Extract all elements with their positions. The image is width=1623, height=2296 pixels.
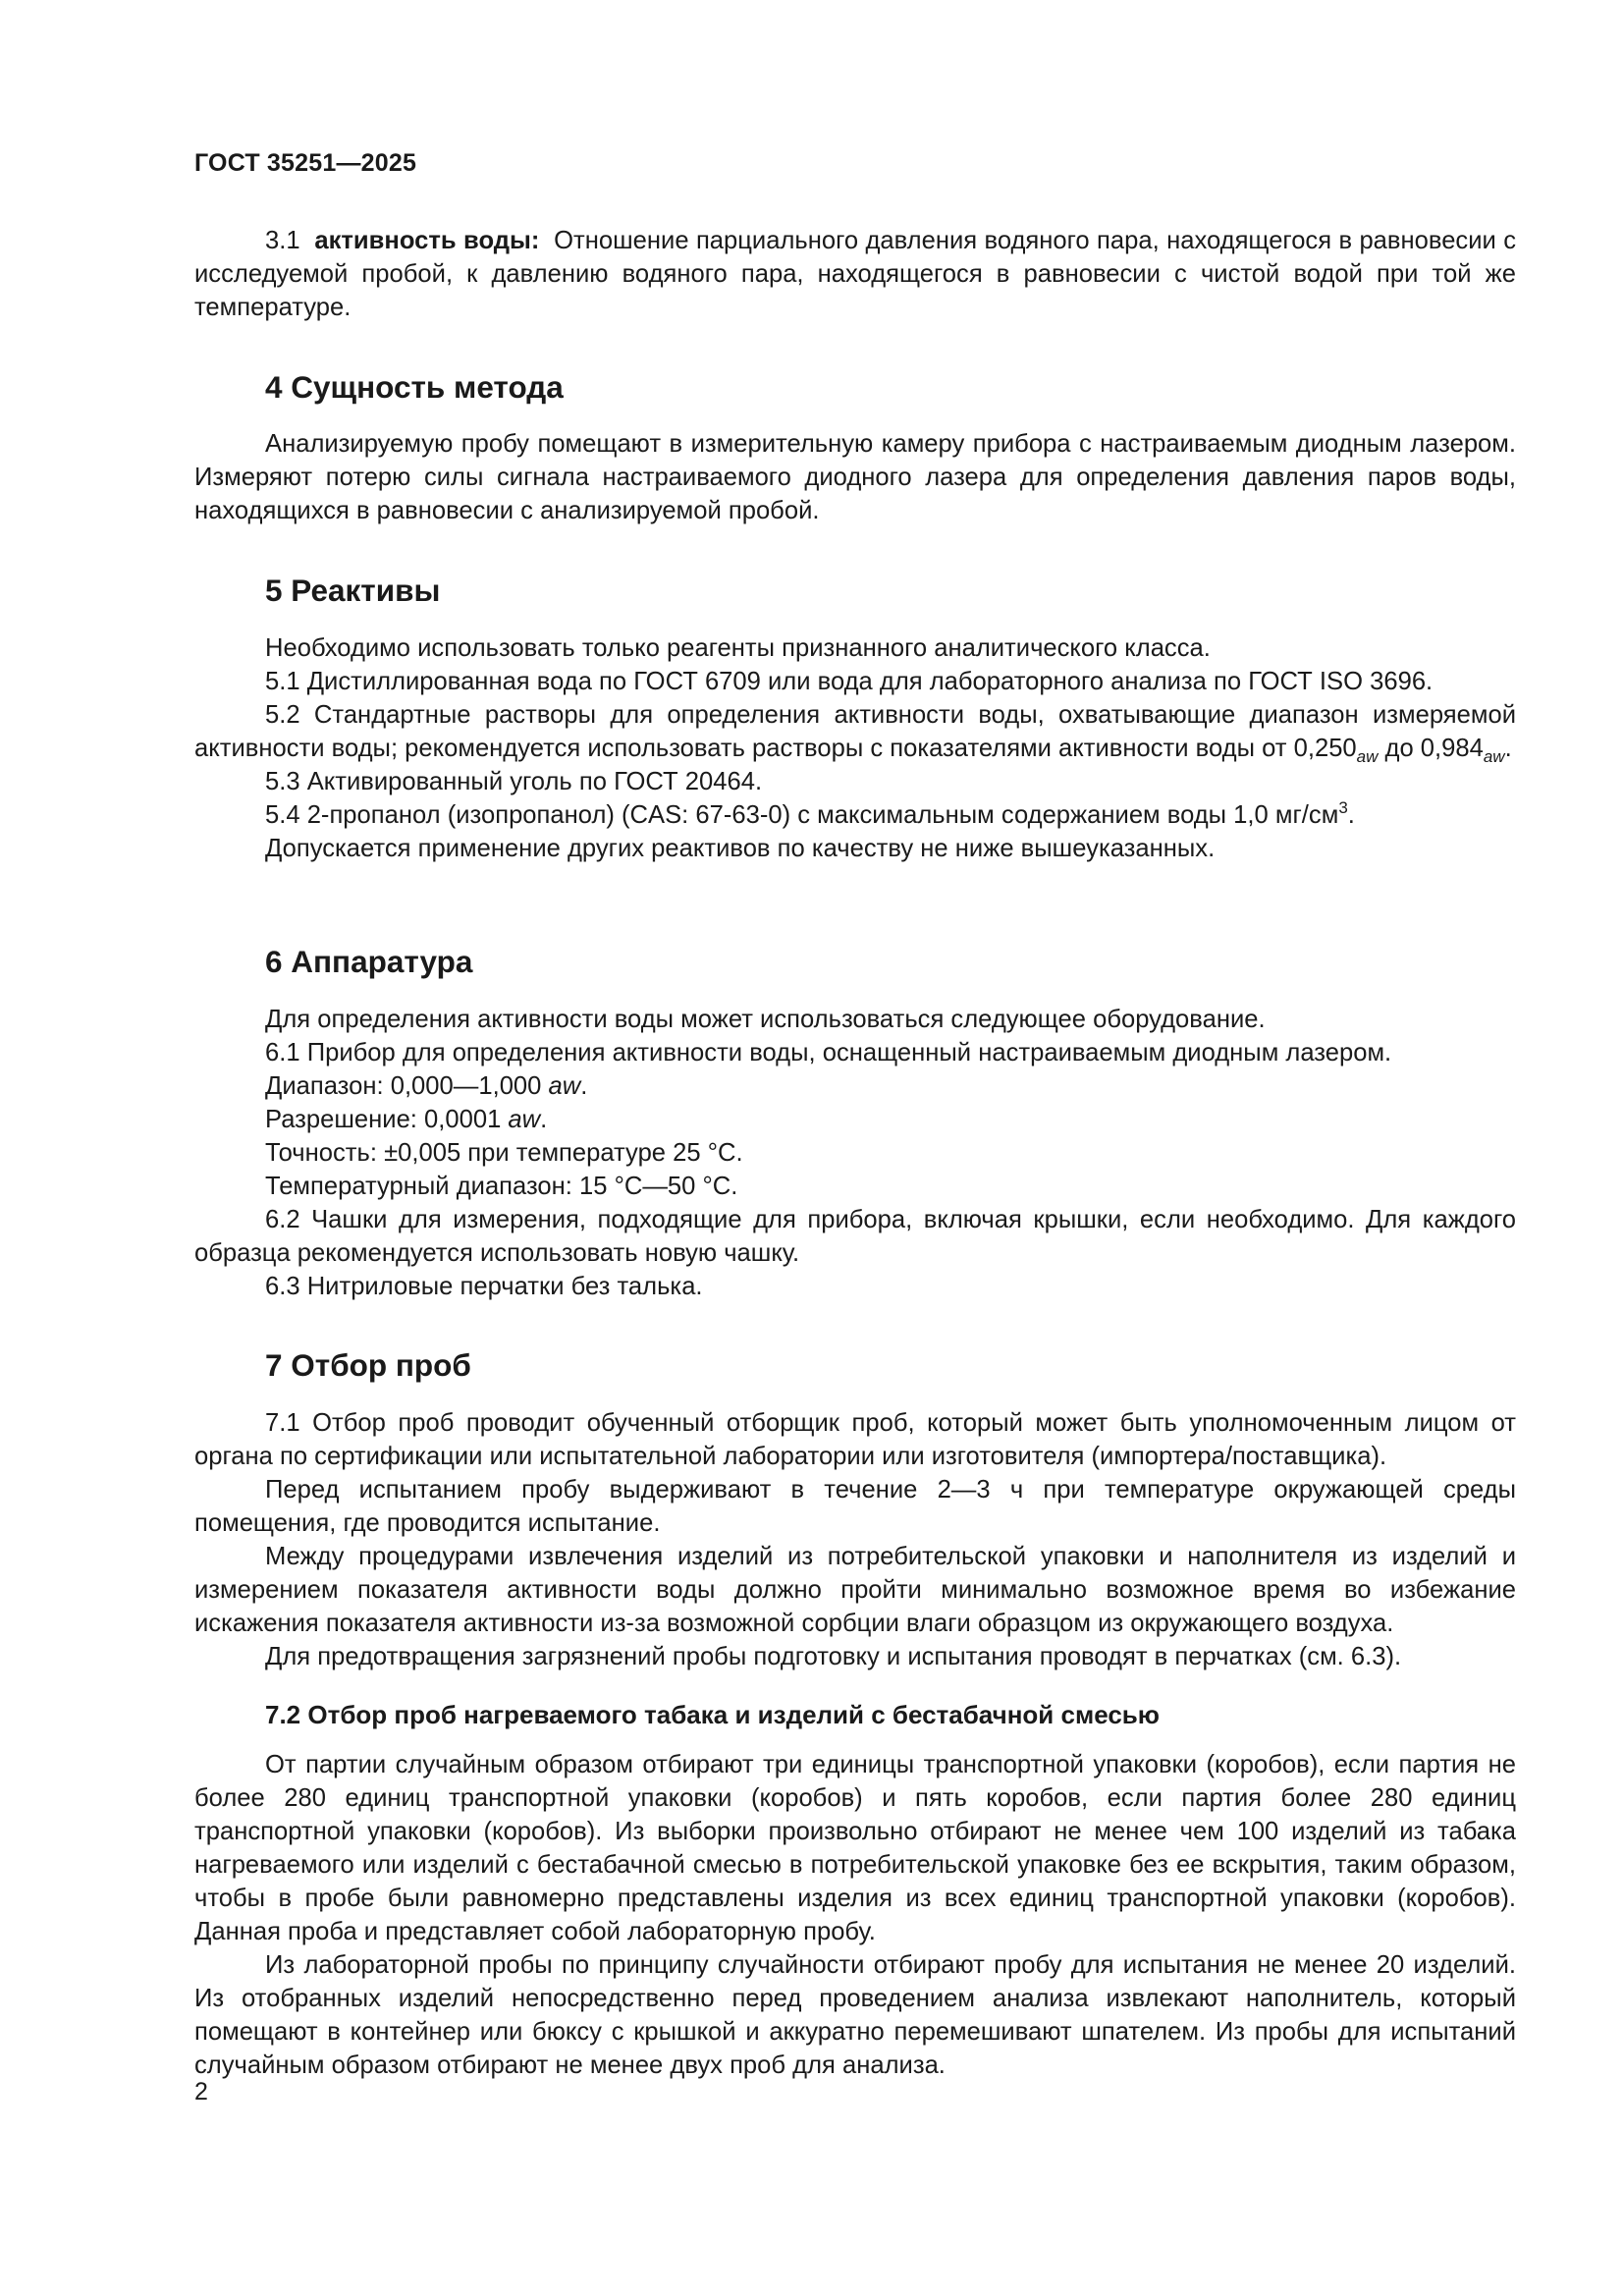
section-6-heading: 6 Аппаратура — [265, 944, 473, 979]
section-7-body — [194, 1406, 1516, 1673]
paragraph: Необходимо использовать только реагенты признанного аналитического класса. — [265, 634, 1211, 662]
spec-resolution: Разрешение: 0,0001 aw. — [265, 1106, 548, 1133]
spec-range: Диапазон: 0,000—1,000 aw. — [265, 1072, 588, 1100]
section-5-heading: 5 Реактивы — [265, 573, 441, 608]
spec-accuracy: Точность: ±0,005 при температуре 25 °C. — [265, 1139, 743, 1167]
item-6-3: 6.3 Нитриловые перчатки без талька. — [265, 1273, 703, 1300]
subsection-7-2-body — [194, 1748, 1516, 2082]
section-6-body — [194, 1003, 1516, 1303]
item-6-2: 6.2 Чашки для измерения, подходящие для прибора, включая крышки, если необходимо. Для каждого образца рекомендуется использовать новую чашку. — [194, 1206, 1516, 1267]
item-5-3: 5.3 Активированный уголь по ГОСТ 20464. — [265, 768, 763, 795]
paragraph: Между процедурами извлечения изделий из потребительской упаковки и наполнителя из изделий и измерением показателя активности воды должно пройти минимально возможное время во избежание искажения показателя активности из-за возможной сорбции влаги образцом из окружающего воздуха. — [194, 1543, 1516, 1637]
note: Допускается применение других реактивов по качеству не ниже вышеуказанных. — [265, 835, 1216, 862]
paragraph: Перед испытанием пробу выдерживают в течение 2—3 ч при температуре окружающей среды помещения, где проводится испытание. — [194, 1476, 1516, 1537]
definition-text: Отношение парциального давления водяного пара, находящегося в равновесии с исследуемой пробой, к давлению водяного пара, находящегося в равновесии с чистой водой при той же температуре. — [194, 227, 1516, 321]
paragraph: Анализируемую пробу помещают в измерительную камеру прибора с настраиваемым диодным лазером. Измеряют потерю силы сигнала настраиваемого диодного лазера для определения давления паров воды, находящихся в равновесии с анализируемой пробой. — [194, 430, 1516, 524]
defined-term: активность воды: — [314, 227, 540, 254]
section-4-body — [194, 427, 1516, 527]
paragraph: Из лабораторной пробы по принципу случайности отбирают пробу для испытания не менее 20 изделий. Из отобранных изделий непосредственно перед проведением анализа извлекают наполнитель, который помещают в контейнер или бюксу с крышкой и аккуратно перемешивают шпателем. Из пробы для испытаний случайным образом отбирают не менее двух проб для анализа. — [194, 1951, 1516, 2079]
spec-temperature: Температурный диапазон: 15 °C—50 °C. — [265, 1173, 738, 1200]
paragraph: От партии случайным образом отбирают три единицы транспортной упаковки (коробов), если партия не более 280 единиц транспортной упаковки (коробов) и пять коробов, если партия более 280 единиц транспортной упаковки (коробов). Из выборки произвольно отбирают не менее чем 100 изделий из табака нагреваемого или изделий с бестабачной смесью в потребительской упаковке без ее вскрытия, таким образом, чтобы в пробе были равномерно представлены изделия из всех единиц транспортной упаковки (коробов). Данная проба и представляет собой лабораторную пробу. — [194, 1751, 1516, 1945]
document-id: ГОСТ 35251—2025 — [194, 149, 417, 177]
definition-3-1 — [194, 224, 1516, 324]
item-5-2: 5.2 Стандартные растворы для определения активности воды, охватывающие диапазон измеряемой активности воды; рекомендуется использовать растворы с показателями активности воды от $0,250_{aw}$ до $0,984_{aw}$. — [194, 701, 1516, 766]
subsection-7-2-heading: 7.2 Отбор проб нагреваемого табака и изделий с бестабачной смесью — [265, 1700, 1160, 1729]
item-6-1: 6.1 Прибор для определения активности воды, оснащенный настраиваемым диодным лазером. — [265, 1039, 1392, 1066]
section-7-heading: 7 Отбор проб — [265, 1347, 471, 1383]
item-5-1: 5.1 Дистиллированная вода по ГОСТ 6709 или вода для лабораторного анализа по ГОСТ ISO 3696. — [265, 668, 1434, 695]
item-5-4: 5.4 2-пропанол (изопропанол) (CAS: 67-63-0) с максимальным содержанием воды 1,0 $мг/см^3$. — [265, 798, 1355, 829]
page-number: 2 — [194, 2078, 208, 2105]
item-7-1: 7.1 Отбор проб проводит обученный отборщик проб, который может быть уполномоченным лицом от органа по сертификации или испытательной лаборатории или изготовителя (импортера/поставщика). — [194, 1409, 1516, 1470]
paragraph: Для определения активности воды может использоваться следующее оборудование. — [265, 1006, 1266, 1033]
section-4-heading: 4 Сущность метода — [265, 369, 564, 405]
paragraph: Для предотвращения загрязнений пробы подготовку и испытания проводят в перчатках (см. 6.3). — [265, 1643, 1402, 1670]
clause-number: 3.1 — [265, 227, 300, 254]
section-5-body — [194, 631, 1516, 865]
